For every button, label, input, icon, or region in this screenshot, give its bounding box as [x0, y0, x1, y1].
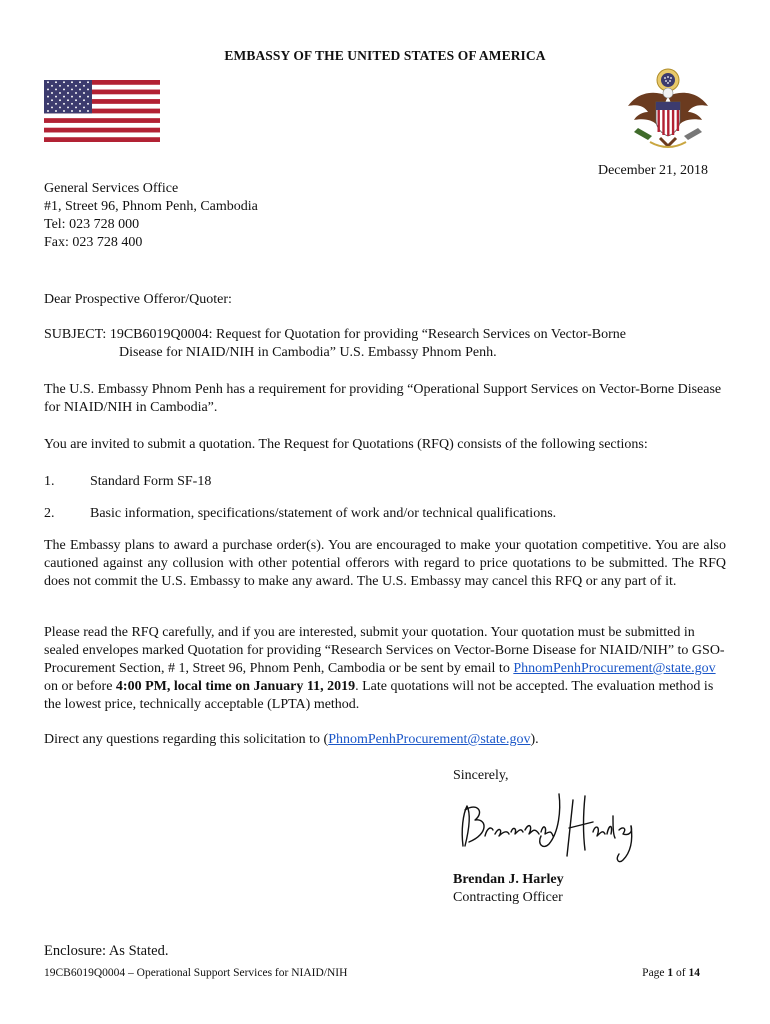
subject-line: [44, 327, 626, 343]
closing: Sincerely,: [453, 768, 509, 783]
flag-star: [63, 110, 65, 112]
flag-star: [71, 96, 73, 98]
page-current: 1: [667, 967, 674, 979]
flag-star: [83, 85, 85, 87]
flag-star: [55, 103, 57, 105]
flag-star: [87, 96, 89, 98]
page-total: 14: [688, 967, 700, 979]
sender-address: [44, 180, 258, 252]
flag-star: [79, 110, 81, 112]
procurement-email-link[interactable]: PhnomPenhProcurement@state.gov: [513, 661, 716, 676]
flag-star: [59, 85, 61, 87]
section-text: Standard Form SF-18: [90, 474, 212, 489]
flag-star: [47, 110, 49, 112]
flag-star: [47, 96, 49, 98]
flag-star: [87, 110, 89, 112]
flag-star: [75, 85, 77, 87]
flag-star: [51, 106, 53, 108]
address-line: Tel: 023 728 000: [44, 217, 140, 232]
section-number: 2.: [44, 506, 55, 521]
signature-image: [455, 786, 645, 866]
flag-star: [79, 81, 81, 83]
flag-star: [79, 103, 81, 105]
flag-star: [83, 99, 85, 101]
flag-star: [55, 81, 57, 83]
flag-star: [51, 92, 53, 94]
questions-text: ).: [530, 732, 539, 747]
flag-star: [47, 88, 49, 90]
flag-star: [71, 110, 73, 112]
flag-star: [87, 103, 89, 105]
submission-deadline: 4:00 PM, local time on January 11, 2019: [115, 679, 356, 694]
flag-star: [63, 96, 65, 98]
letter-date: December 21, 2018: [597, 163, 708, 178]
questions-text: Direct any questions regarding this solicitation to (: [44, 732, 329, 747]
flag-star: [71, 103, 73, 105]
flag-star: [55, 88, 57, 90]
flag-star: [71, 88, 73, 90]
submission-text: . Late quotations will not be accepted. The evaluation method is the lowest price, technically acceptable (LPTA) method.: [44, 679, 714, 712]
address-line: Fax: 023 728 400: [44, 235, 143, 250]
subject-text-line2: Disease for NIAID/NIH in Cambodia” U.S. Embassy Phnom Penh.: [119, 345, 497, 360]
page-title: EMBASSY OF THE UNITED STATES OF AMERICA: [224, 48, 546, 63]
section-number: 1.: [44, 474, 55, 489]
flag-star: [63, 88, 65, 90]
address-line: #1, Street 96, Phnom Penh, Cambodia: [44, 199, 258, 214]
subject-label: SUBJECT:: [44, 327, 107, 342]
salutation: Dear Prospective Offeror/Quoter:: [44, 292, 232, 307]
flag-star: [67, 92, 69, 94]
paragraph-invitation: You are invited to submit a quotation. The Request for Quotations (RFQ) consists of the following sections:: [44, 437, 648, 452]
footer-page-number: [642, 967, 700, 979]
flag-star: [59, 106, 61, 108]
great-seal-icon: [624, 66, 712, 156]
flag-star: [75, 99, 77, 101]
submission-text: Please read the RFQ carefully, and if you are interested, submit your quotation. Your quotation must be submitted in sealed envelopes marked Quotation for providing “Research Services on Vector-Borne Disease for NIAID/NIH” to GSO-Procurement Section, # 1, Street 96, Phnom Penh, Cambodia or be sent by email to: [44, 625, 725, 676]
enclosure-note: Enclosure: As Stated.: [44, 943, 169, 959]
flag-star: [55, 110, 57, 112]
flag-star: [83, 92, 85, 94]
address-line: General Services Office: [44, 181, 179, 196]
of-word: of: [676, 967, 686, 979]
flag-star: [59, 99, 61, 101]
flag-star: [55, 96, 57, 98]
page-word: Page: [642, 967, 665, 979]
flag-star: [63, 103, 65, 105]
footer-doc-title: 19CB6019Q0004 – Operational Support Services for NIAID/NIH: [44, 967, 348, 979]
submission-text: on or before: [44, 679, 116, 694]
signer-title: Contracting Officer: [453, 890, 563, 905]
flag-star: [59, 92, 61, 94]
flag-star: [87, 81, 89, 83]
paragraph-award: The Embassy plans to award a purchase order(s). You are encouraged to make your quotation competitive. You are also cautioned against any collusion with other potential offerors with regard to price quotations to be submitted. The RFQ does not commit the U.S. Embassy to make any award. The U.S. Embassy may cancel this RFQ or any part of it.: [44, 538, 726, 589]
flag-star: [51, 85, 53, 87]
subject-text-line1: 19CB6019Q0004: Request for Quotation for providing “Research Services on Vector-Borne: [109, 327, 627, 342]
flag-star: [75, 92, 77, 94]
flag-star: [87, 88, 89, 90]
us-flag-icon: [44, 80, 160, 142]
flag-star: [63, 81, 65, 83]
flag-star: [67, 99, 69, 101]
paragraph-submission: [44, 624, 726, 714]
flag-star: [67, 85, 69, 87]
flag-star: [75, 106, 77, 108]
paragraph-requirement: The U.S. Embassy Phnom Penh has a requirement for providing “Operational Support Services on Vector-Borne Disease for NIAID/NIH in Cambodia”.: [44, 382, 722, 415]
flag-star: [47, 103, 49, 105]
flag-star: [79, 96, 81, 98]
flag-star: [67, 106, 69, 108]
flag-star: [51, 99, 53, 101]
questions-email-link[interactable]: PhnomPenhProcurement@state.gov: [328, 732, 531, 747]
flag-star: [79, 88, 81, 90]
flag-star: [71, 81, 73, 83]
section-text: Basic information, specifications/statement of work and/or technical qualifications.: [90, 506, 557, 521]
signer-name: Brendan J. Harley: [453, 872, 564, 887]
flag-star: [83, 106, 85, 108]
flag-star: [47, 81, 49, 83]
paragraph-questions: [44, 731, 726, 749]
